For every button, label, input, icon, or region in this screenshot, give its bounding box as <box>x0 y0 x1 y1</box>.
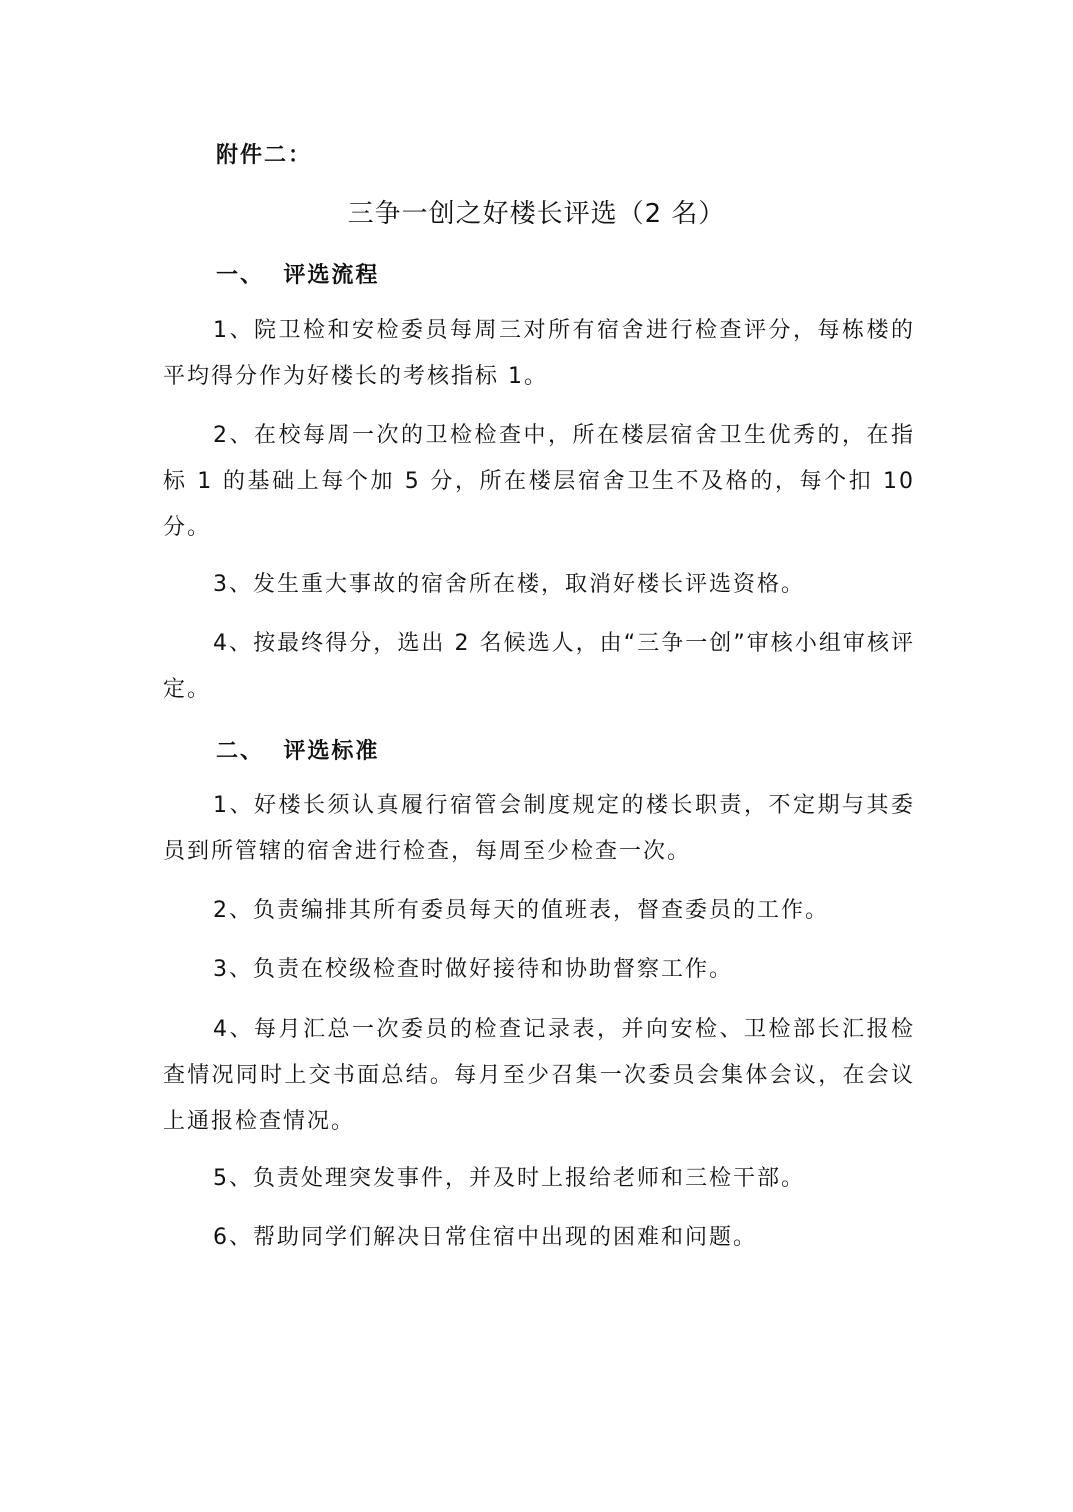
criteria-item-5: 5、负责处理突发事件，并及时上报给老师和三检干部。 <box>213 1166 805 1191</box>
section-heading-process: 一、 评选流程 <box>216 263 380 288</box>
process-item-4: 4、按最终得分，选出 2 名候选人，由“三争一创”审核小组审核评定。 <box>163 631 915 702</box>
process-item-1: 1、院卫检和安检委员每周三对所有宿舍进行检查评分，每栋楼的平均得分作为好楼长的考核指标 1。 <box>163 318 915 389</box>
attachment-label: 附件二： <box>216 143 313 168</box>
criteria-item-1: 1、好楼长须认真履行宿管会制度规定的楼长职责，不定期与其委员到所管辖的宿舍进行检查，每周至少检查一次。 <box>163 793 915 864</box>
criteria-item-2: 2、负责编排其所有委员每天的值班表，督查委员的工作。 <box>213 898 829 923</box>
section-heading-criteria: 二、 评选标准 <box>216 739 380 764</box>
process-item-3: 3、发生重大事故的宿舍所在楼，取消好楼长评选资格。 <box>213 572 805 597</box>
criteria-item-3: 3、负责在校级检查时做好接待和协助督察工作。 <box>213 957 733 982</box>
document-title: 三争一创之好楼长评选（2 名） <box>347 199 726 229</box>
criteria-item-6: 6、帮助同学们解决日常住宿中出现的困难和问题。 <box>213 1225 757 1250</box>
process-item-2: 2、在校每周一次的卫检检查中，所在楼层宿舍卫生优秀的，在指标 1 的基础上每个加 5 分，所在楼层宿舍卫生不及格的，每个扣 10 分。 <box>163 423 915 540</box>
criteria-item-4: 4、每月汇总一次委员的检查记录表，并向安检、卫检部长汇报检查情况同时上交书面总结。每月至少召集一次委员会集体会议，在会议上通报检查情况。 <box>163 1017 915 1134</box>
